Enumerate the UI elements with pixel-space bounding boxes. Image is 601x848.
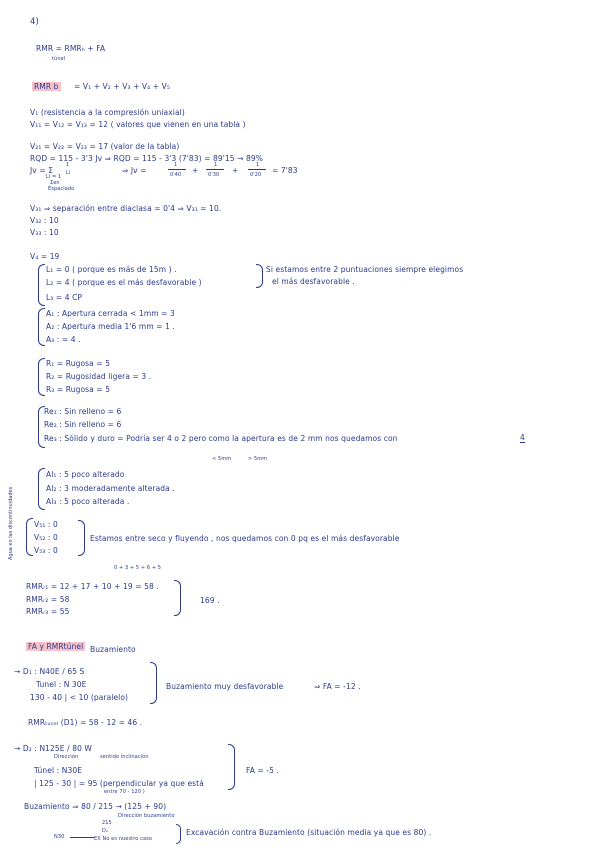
excav-215: 215 xyxy=(102,820,112,826)
fa-res2: FA = -5 . xyxy=(246,766,279,775)
fa-buz-sub: Dirección buzamiento xyxy=(118,813,175,819)
v4-R3: R₃ = Rugosa = 5 xyxy=(46,385,111,394)
jv-result: = 7'83 xyxy=(272,166,298,175)
v4-R1: R₁ = Rugosa = 5 xyxy=(46,359,111,368)
v5-side-label: Agua en las discontinuidades xyxy=(8,486,14,560)
excav-d2: D₂ xyxy=(102,828,109,834)
fa-buzamiento: Buzamiento ⇒ 80 / 215 → (125 + 90) xyxy=(24,802,167,811)
sum-total: 169 . xyxy=(200,596,220,605)
fa-res1: ⇒ FA = -12 . xyxy=(314,682,361,691)
v5-line1: V₅₁ : 0 xyxy=(34,520,58,529)
fa-d2: → D₂ : N125E / 80 W xyxy=(14,744,92,753)
v4-Re3-sub2: > 5mm xyxy=(248,456,268,462)
rmr-tunel-d1: RMRₜᵤₙₑₗ (D1) = 58 - 12 = 46 . xyxy=(28,718,143,727)
v4-A2: A₂ : Apertura media 1'6 mm = 1 . xyxy=(46,322,175,331)
v3-line3: V₃₃ : 10 xyxy=(30,228,59,237)
sum-line3: RMRᵣ₃ = 55 xyxy=(26,607,70,616)
v4-Re3: Re₃ : Sólido y duro = Podría ser 4 o 2 pero como la apertura es de 2 mm nos quedamos con xyxy=(44,434,398,443)
v4-L2: L₂ = 4 ( porque es el más desfavorable ) xyxy=(46,278,202,287)
v4-A3: A₃ : = 4 . xyxy=(46,335,81,344)
li-label: Li = 1 xyxy=(46,174,62,180)
rmrb-equation: = V₁ + V₂ + V₃ + V₄ + V₅ xyxy=(74,82,170,91)
v5-line2: V₅₂ : 0 xyxy=(34,533,58,542)
excav-note: Excavación contra Buzamiento (situación media ya que es 80) . xyxy=(186,828,432,837)
v4-L3: L₃ = 4 CP xyxy=(46,293,83,302)
frac1-num: 1 xyxy=(174,162,178,168)
frac1-den: 0'40 xyxy=(170,172,182,178)
fa-range2b: entre 70 - 120 ) xyxy=(104,789,145,795)
frac3-den: 0'20 xyxy=(250,172,262,178)
v4-Re3-choice: 4 xyxy=(520,433,525,442)
rmr-equation: RMR = RMRₕ + FA xyxy=(36,44,106,53)
v4-L-note1: Si estamos entre 2 puntuaciones siempre elegimos xyxy=(266,265,464,274)
v4-Al2: Al₂ : 3 moderadamente alterada . xyxy=(46,484,175,493)
rmrb-label: RMR b xyxy=(34,82,59,91)
frac2-den: 0'30 xyxy=(208,172,220,178)
fa-d1: → D₁ : N40E / 65 S xyxy=(14,667,85,676)
v4-Re1: Re₁ : Sin relleno = 6 xyxy=(44,407,122,416)
v2-line2: RQD = 115 - 3'3 Jv ⇒ RQD = 115 - 3'3 (7'83) = 89'15 → 89% xyxy=(30,154,263,163)
jv-numerator: 1 xyxy=(66,162,70,168)
sum-label: Σen xyxy=(50,180,60,186)
jv-arrow: ⇒ Jv = xyxy=(122,166,147,175)
fa-title: FA y RMRtúnel xyxy=(28,642,84,651)
v4-L-note2: el más desfavorable . xyxy=(272,277,355,286)
fa-title2: Buzamiento xyxy=(90,645,136,654)
jv-label: Jv = Σ xyxy=(30,166,54,175)
espaciado-label: Espaciado xyxy=(48,186,75,192)
sum-line2: RMRᵣ₂ = 58 xyxy=(26,595,70,604)
v5-line3: V₅₃ : 0 xyxy=(34,546,58,555)
frac2-num: 1 xyxy=(214,162,218,168)
v1-title: V₁ (resistencia a la compresión uniaxial) xyxy=(30,108,185,117)
notes-page: 4) RMR = RMRₕ + FA túnel RMR b = V₁ + V₂ + V₃ + V₄ + V₅ V₁ (resistencia a la compresión uniaxial) V₁₁ = V₁₂ = V₁₃ = 12 ( valores que vienen en una tabla ) V₂₁ = V₂₂ = V₂₃ = 17 (valor de la tabla) RQD = 115 - 3'3 Jv ⇒ RQD = 115 - 3'3 (7'83) = 89'15 → 89% Jv = Σ 1 Li Li = 1 Σen Espaciado ⇒ Jv = 1 0'40 + 1 0'30 + 1 0'20 = 7'83 V₃₁ ⇒ separación entre diaclasa = 0'4 ⇒ V₃₁ = 10. V₃₂ : 10 V₃₃ : 10 V₄ = 19 L₁ = 0 ( porque es más de 15m ) . L₂ = 4 ( porque es el más desfavorable ) L₃ = 4 CP Si estamos entre 2 puntuaciones siempre elegimos el más desfavorable . A₁ : Apertura cerrada < 1mm = 3 A₂ : Apertura media 1'6 mm = 1 . A₃ : = 4 . R₁ = Rugosa = 5 R₂ = Rugosidad ligera = 3 . R₃ = Rugosa = 5 Re₁ : Sin relleno = 6 Re₂ : Sin relleno = 6 Re₃ : Sólido y duro = Podría ser 4 o 2 pero como la apertura es de 2 mm nos quedamos con 4 < 5mm > 5mm Al₁ : 5 poco alterado Al₂ : 3 moderadamente alterada . Al₃ : 5 poco alterada . Agua en las discontinuidades V₅₁ : 0 V₅₂ : 0 V₅₃ : 0 Estamos entre seco y fluyendo , nos quedamos con 0 pq es el más desfavorable 0 + 3 + 5 + 6 + 5 RMRᵣ₁ = 12 + 17 + 10 + 19 = 58 . RMRᵣ₂ = 58 RMRᵣ₃ = 55 169 . FA y RMRtúnel Buzamiento → D₁ : N40E / 65 S Tunel : N 30E 130 - 40 | < 10 (paralelo) Buzamiento muy desfavorable ⇒ FA = -12 . RMRₜᵤₙₑₗ (D1) = 58 - 12 = 46 . → D₂ : N125E / 80 W Dirección sentido inclinación Túnel : N30E | 125 - 30 | = 95 (perpendicular ya que está entre 70 - 120 ) FA = -5 . Buzamiento ⇒ 80 / 215 → (125 + 90) Dirección buzamiento 215 D₂ N30 EX No es nuestro caso Excavación contra Buzamiento (situación media ya que es 80) . xyxy=(8,17,525,842)
rmr-subscript: túnel xyxy=(52,56,66,62)
v4-Re2: Re₂ : Sin relleno = 6 xyxy=(44,420,122,429)
fa-tunel: Tunel : N 30E xyxy=(36,680,87,689)
fa-range: 130 - 40 | < 10 (paralelo) xyxy=(30,693,129,702)
v4-Al3: Al₃ : 5 poco alterada . xyxy=(46,497,130,506)
fa-d2-sub1: Dirección xyxy=(54,754,79,760)
fa-note1: Buzamiento muy desfavorable xyxy=(166,682,284,691)
frac3-num: 1 xyxy=(256,162,260,168)
v5-note: Estamos entre seco y fluyendo , nos quedamos con 0 pq es el más desfavorable xyxy=(90,534,400,543)
v3-line2: V₃₂ : 10 xyxy=(30,216,59,225)
excav-n30: N30 xyxy=(54,834,65,840)
v4-R2: R₂ = Rugosidad ligera = 3 . xyxy=(46,372,152,381)
v1-line: V₁₁ = V₁₂ = V₁₃ = 12 ( valores que vienen en una tabla ) xyxy=(30,120,246,129)
excav-ex: EX No es nuestro caso xyxy=(94,836,152,842)
v4-Re3-sub1: < 5mm xyxy=(212,456,232,462)
v4-A1: A₁ : Apertura cerrada < 1mm = 3 xyxy=(46,309,175,318)
v2-line1: V₂₁ = V₂₂ = V₂₃ = 17 (valor de la tabla) xyxy=(30,142,180,151)
v4-title: V₄ = 19 xyxy=(30,252,60,261)
sum-line1: RMRᵣ₁ = 12 + 17 + 10 + 19 = 58 . xyxy=(26,582,159,591)
v4-Al1: Al₁ : 5 poco alterado xyxy=(46,470,125,479)
exercise-number: 4) xyxy=(30,17,39,27)
fa-d2-sub2: sentido inclinación xyxy=(100,754,149,760)
fa-tunel2: Túnel : N30E xyxy=(34,766,83,775)
v3-line1: V₃₁ ⇒ separación entre diaclasa = 0'4 ⇒ V₃₁ = 10. xyxy=(30,204,222,213)
v4-L1: L₁ = 0 ( porque es más de 15m ) . xyxy=(46,265,177,274)
fa-range2: | 125 - 30 | = 95 (perpendicular ya que está xyxy=(34,779,204,788)
sum-above: 0 + 3 + 5 + 6 + 5 xyxy=(114,565,162,571)
jv-denominator: Li xyxy=(66,170,71,176)
